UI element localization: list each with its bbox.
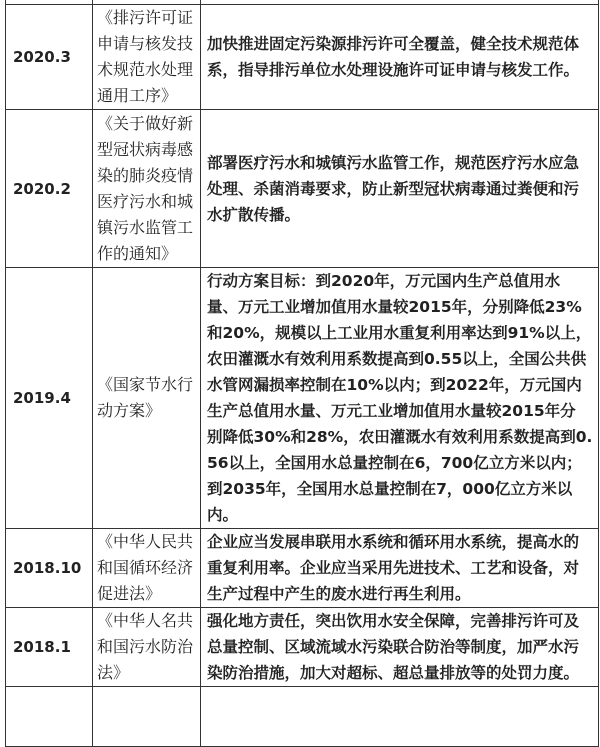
table-row [6, 110, 599, 268]
title-line: 染的肺炎疫情 [97, 165, 194, 185]
title-line: 《排污许可证 [97, 8, 194, 27]
title-cell [93, 608, 201, 687]
content-line: 和20%，规模以上工业用水重复利用率达到91%以上， [207, 324, 592, 342]
title-line: 和国循环经济 [97, 558, 194, 577]
date-cell [6, 687, 93, 747]
table-row-partial-bottom [6, 687, 599, 747]
content-line: 56以上，全国用水总量控制在6，700亿立方米以内； [207, 454, 582, 472]
title-line: 型冠状病毒感 [97, 139, 194, 159]
title-line: 《国家节水行 [97, 375, 194, 394]
content-cell [201, 268, 599, 529]
content-line: 重复利用率。企业应当采用先进技术、工艺和设备，对 [207, 559, 580, 577]
content-cell [201, 529, 599, 608]
title-cell [93, 5, 201, 110]
content-line: 到2035年，全国用水总量控制在7，000亿立方米以 [207, 480, 573, 498]
policy-table [5, 0, 599, 747]
content-line: 加快推进固定污染源排污许可全覆盖，健全技术规范体 [207, 35, 580, 53]
content-line: 企业应当发展串联用水系统和循环用水系统，提高水的 [207, 533, 580, 551]
date-cell: 2020.2 [6, 110, 93, 268]
title-cell [93, 110, 201, 268]
title-line: 和国污水防治 [97, 637, 194, 656]
content-line: 别降低30%和28%，农田灌溉水有效利用系数提高到0. [207, 428, 593, 446]
title-line: 术规范水处理 [97, 60, 194, 79]
date-cell: 2018.10 [6, 529, 93, 608]
title-cell [93, 687, 201, 747]
content-cell [201, 110, 599, 268]
content-line: 生产总值用水量、万元工业增加值用水量较2015年分 [207, 402, 576, 420]
content-cell [201, 5, 599, 110]
title-line: 通用工序》 [97, 86, 178, 105]
title-line: 医疗污水和城 [97, 191, 194, 211]
title-line: 申请与核发技 [97, 34, 194, 53]
title-line: 镇污水监管工 [97, 217, 194, 237]
title-cell [93, 529, 201, 608]
title-line: 作的通知》 [97, 243, 178, 263]
title-line: 《关于做好新 [97, 113, 194, 133]
content-line: 水扩散传播。 [207, 205, 301, 224]
content-line: 强化地方责任，突出饮用水安全保障，完善排污许可及 [207, 612, 580, 630]
title-line: 法》 [97, 663, 130, 682]
content-line: 处理、杀菌消毒要求，防止新型冠状病毒通过粪便和污 [207, 179, 580, 198]
content-line: 生产过程中产生的废水进行再生利用。 [207, 585, 471, 603]
content-line: 系，指导排污单位水处理设施许可证申请与核发工作。 [207, 61, 580, 79]
table-row [6, 529, 599, 608]
content-line: 量、万元工业增加值用水量较2015年，分别降低23% [207, 298, 582, 316]
content-cell [201, 608, 599, 687]
date-cell: 2019.4 [6, 268, 93, 529]
title-line: 动方案》 [97, 401, 162, 420]
content-line: 水管网漏损率控制在10%以内；到2022年，万元国内 [207, 376, 582, 394]
title-line: 《中华人民共 [97, 532, 194, 551]
content-line: 总量控制、区域流域水污染联合防治等制度，加严水污 [207, 638, 580, 656]
date-cell: 2020.3 [6, 5, 93, 110]
content-line: 行动方案目标：到2020年，万元国内生产总值用水 [207, 272, 561, 290]
table-row [6, 5, 599, 110]
date-cell: 2018.1 [6, 608, 93, 687]
content-line: 内。 [207, 506, 239, 524]
table-row [6, 268, 599, 529]
content-line: 染防治措施，加大对超标、超总量排放等的处罚力度。 [207, 664, 580, 682]
content-cell [201, 687, 599, 747]
content-line: 部署医疗污水和城镇污水监管工作，规范医疗污水应急 [207, 153, 580, 172]
table-row [6, 608, 599, 687]
title-line: 促进法》 [97, 584, 162, 603]
title-cell [93, 268, 201, 529]
title-line: 《中华人名共 [97, 611, 194, 630]
content-line: 农田灌溉水有效利用系数提高到0.55以上，全国公共供 [207, 350, 587, 368]
